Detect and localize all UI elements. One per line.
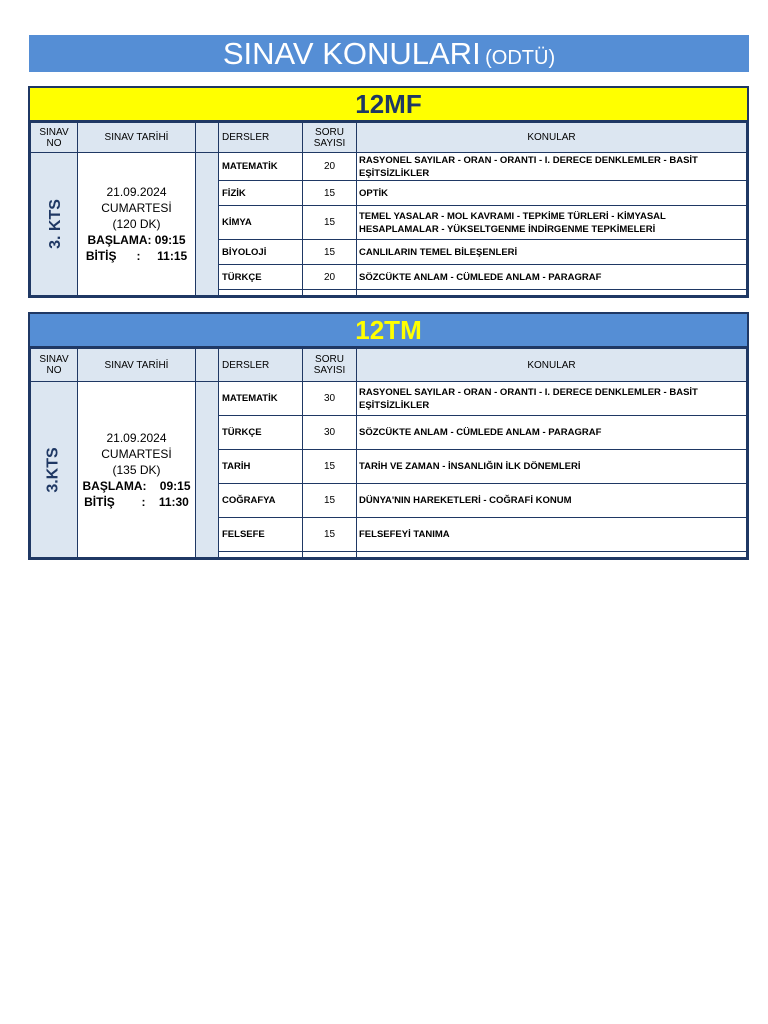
exam-end: BİTİŞ : 11:30 bbox=[84, 494, 189, 509]
col-header-topics: KONULAR bbox=[357, 349, 747, 382]
exam-duration: (120 DK) bbox=[112, 217, 161, 231]
question-count: 20 bbox=[303, 265, 357, 290]
lesson-name: BİYOLOJİ bbox=[219, 240, 303, 265]
question-count: 20 bbox=[303, 153, 357, 181]
question-count: 15 bbox=[303, 181, 357, 206]
exam-start: BAŞLAMA: 09:15 bbox=[82, 478, 191, 493]
topic-text: RASYONEL SAYILAR - ORAN - ORANTI - I. DERECE DENKLEMLER - BASİT EŞİTSİZLİKLER bbox=[357, 382, 747, 416]
col-header-date: SINAV TARİHİ bbox=[78, 123, 196, 153]
topic-text: CANLILARIN TEMEL BİLEŞENLERİ bbox=[357, 240, 747, 265]
exam-end: BİTİŞ : 11:15 bbox=[85, 249, 188, 263]
exam-date-cell bbox=[78, 153, 196, 296]
question-count: 30 bbox=[303, 416, 357, 450]
filler-cell bbox=[357, 290, 747, 296]
exam-day: CUMARTESİ bbox=[101, 201, 172, 215]
filler-cell bbox=[303, 552, 357, 558]
col-header-count: SORU SAYISI bbox=[303, 349, 357, 382]
col-header-no: SINAV NO bbox=[31, 123, 78, 153]
topic-text: RASYONEL SAYILAR - ORAN - ORANTI - I. DERECE DENKLEMLER - BASİT EŞİTSİZLİKLER bbox=[357, 153, 747, 181]
topic-text: TEMEL YASALAR - MOL KAVRAMI - TEPKİME TÜRLERİ - KİMYASAL HESAPLAMALAR - YÜKSELTGENME İNDİRGENME TEPKİMELERİ bbox=[357, 206, 747, 240]
section-header: 12MF bbox=[30, 88, 747, 122]
lesson-name: KİMYA bbox=[219, 206, 303, 240]
exam-no-cell bbox=[31, 153, 78, 296]
question-count: 15 bbox=[303, 450, 357, 484]
exam-duration: (135 DK) bbox=[112, 462, 161, 477]
topic-text: TARİH VE ZAMAN - İNSANLIĞIN İLK DÖNEMLERİ bbox=[357, 450, 747, 484]
exam-date: 21.09.2024 bbox=[106, 185, 167, 199]
filler-cell bbox=[303, 290, 357, 296]
page-title-bar bbox=[29, 35, 749, 72]
question-count: 15 bbox=[303, 484, 357, 518]
lesson-name: COĞRAFYA bbox=[219, 484, 303, 518]
page-subtitle: (ODTÜ) bbox=[485, 47, 556, 69]
exam-date: 21.09.2024 bbox=[106, 430, 167, 445]
exam-no: 3. KTS bbox=[46, 199, 64, 249]
exam-no: 3.KTS bbox=[45, 446, 62, 493]
col-header-lessons: DERSLER bbox=[219, 123, 303, 153]
blank-column bbox=[196, 153, 219, 296]
topic-text: FELSEFEYİ TANIMA bbox=[357, 518, 747, 552]
lesson-name: TÜRKÇE bbox=[219, 265, 303, 290]
filler-cell bbox=[357, 552, 747, 558]
question-count: 30 bbox=[303, 382, 357, 416]
page-title: SINAV KONULARI bbox=[222, 36, 481, 71]
lesson-name: TÜRKÇE bbox=[219, 416, 303, 450]
exam-date-cell bbox=[78, 382, 196, 558]
col-header-lessons: DERSLER bbox=[219, 349, 303, 382]
lesson-name: MATEMATİK bbox=[219, 153, 303, 181]
topic-text: SÖZCÜKTE ANLAM - CÜMLEDE ANLAM - PARAGRAF bbox=[357, 265, 747, 290]
section-12tm bbox=[28, 312, 749, 560]
filler-cell bbox=[219, 290, 303, 296]
col-header-date: SINAV TARİHİ bbox=[78, 349, 196, 382]
exam-table bbox=[30, 348, 747, 558]
blank-header bbox=[196, 349, 219, 382]
col-header-count: SORU SAYISI bbox=[303, 123, 357, 153]
blank-header bbox=[196, 123, 219, 153]
lesson-name: FİZİK bbox=[219, 181, 303, 206]
question-count: 15 bbox=[303, 206, 357, 240]
topic-text: OPTİK bbox=[357, 181, 747, 206]
topic-text: SÖZCÜKTE ANLAM - CÜMLEDE ANLAM - PARAGRAF bbox=[357, 416, 747, 450]
section-12mf bbox=[28, 86, 749, 298]
exam-no-cell bbox=[31, 382, 78, 558]
lesson-name: FELSEFE bbox=[219, 518, 303, 552]
exam-day: CUMARTESİ bbox=[101, 446, 172, 461]
topic-text: DÜNYA'NIN HAREKETLERİ - COĞRAFİ KONUM bbox=[357, 484, 747, 518]
col-header-no: SINAV NO bbox=[31, 349, 78, 382]
question-count: 15 bbox=[303, 240, 357, 265]
lesson-name: MATEMATİK bbox=[219, 382, 303, 416]
exam-table bbox=[30, 122, 747, 296]
col-header-topics: KONULAR bbox=[357, 123, 747, 153]
exam-start: BAŞLAMA: 09:15 bbox=[87, 233, 186, 247]
question-count: 15 bbox=[303, 518, 357, 552]
section-header: 12TM bbox=[30, 314, 747, 348]
filler-cell bbox=[219, 552, 303, 558]
lesson-name: TARİH bbox=[219, 450, 303, 484]
blank-column bbox=[196, 382, 219, 558]
